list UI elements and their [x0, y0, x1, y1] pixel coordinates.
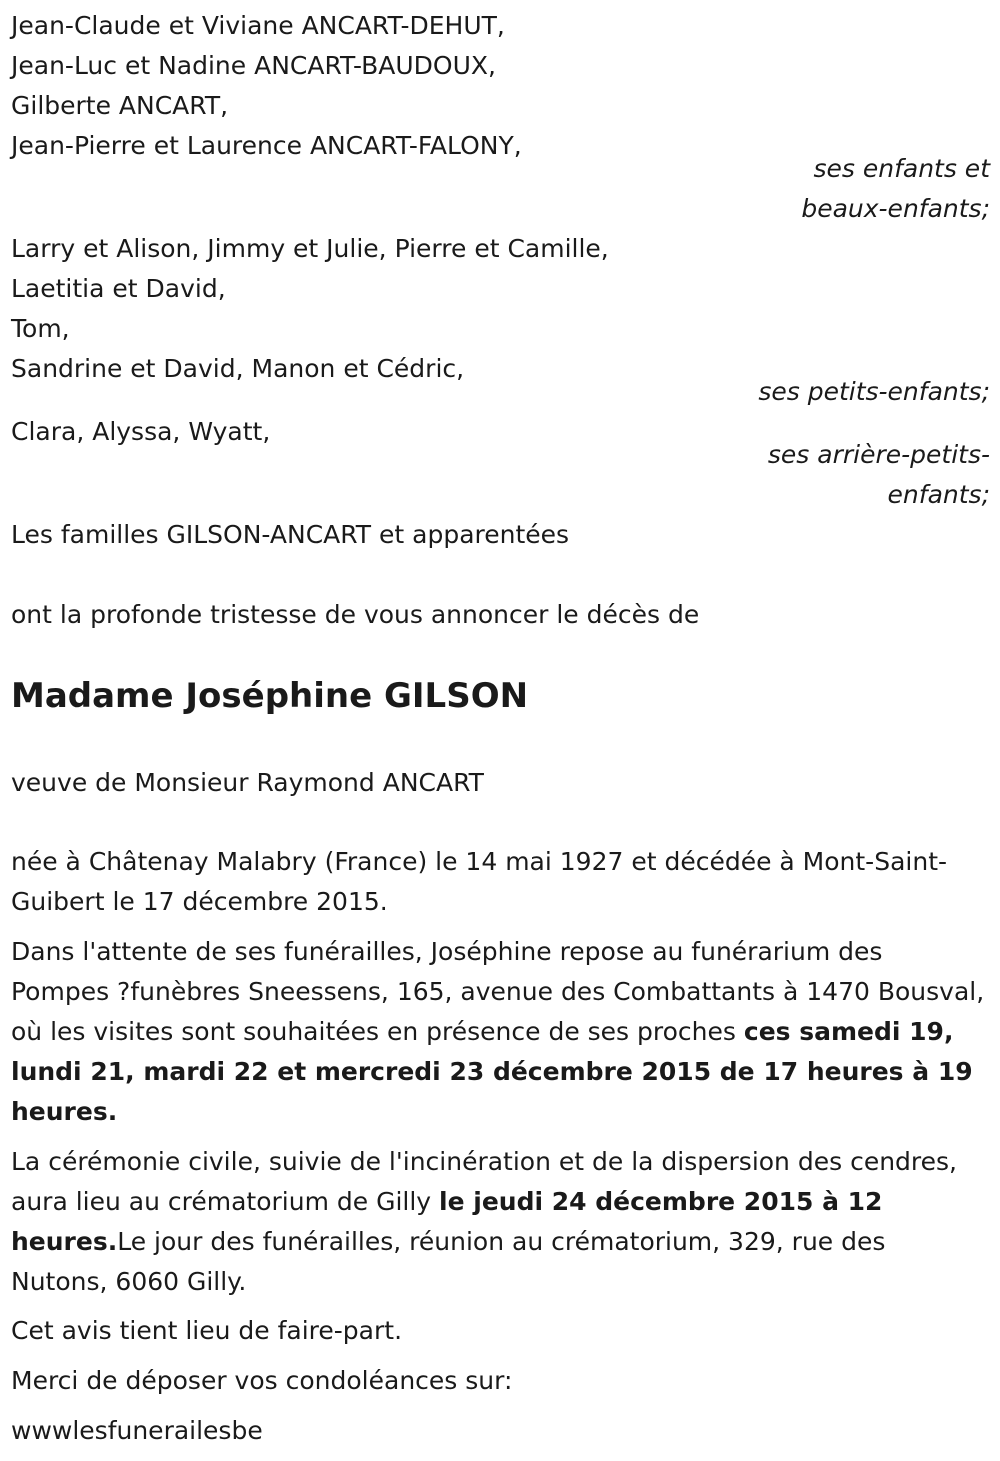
- ceremony-text: La cérémonie civile, suivie de l'incinération et de la dispersion des cendres, aura lieu au crématorium de Gilly: [11, 1147, 957, 1216]
- child-line: Gilberte ANCART,: [11, 91, 229, 120]
- grandchild-line: Tom,: [11, 314, 70, 343]
- ceremony-meeting: Le jour des funérailles, réunion au crématorium, 329, rue des Nutons, 6060 Gilly.: [11, 1227, 886, 1296]
- visitation-dates: ces samedi 19, lundi 21, mardi 22 et mercredi 23 décembre 2015 de 17 heures à 19 heures.: [11, 1017, 973, 1126]
- website-link[interactable]: wwwlesfunerailesbe: [11, 1416, 263, 1445]
- visitation-paragraph: [11, 932, 986, 1132]
- grandchild-line: Laetitia et David,: [11, 274, 226, 303]
- great-grandchildren-line: Clara, Alyssa, Wyatt,: [11, 417, 271, 446]
- ceremony-paragraph: [11, 1142, 986, 1302]
- child-line: Jean-Claude et Viviane ANCART-DEHUT,: [11, 11, 505, 40]
- child-line: Jean-Luc et Nadine ANCART-BAUDOUX,: [11, 51, 496, 80]
- grandchild-line: Larry et Alison, Jimmy et Julie, Pierre et Camille,: [11, 234, 609, 263]
- deceased-name: Madame Joséphine GILSON: [11, 676, 529, 716]
- ceremony-date: le jeudi 24 décembre 2015 à 12 heures.: [11, 1187, 883, 1256]
- great-grandchildren-role: enfants;: [887, 480, 990, 509]
- great-grandchildren-role: ses arrière-petits-: [767, 440, 990, 469]
- notice-line: Cet avis tient lieu de faire-part.: [11, 1316, 403, 1345]
- grandchild-line: Sandrine et David, Manon et Cédric,: [11, 354, 465, 383]
- birth-death: née à Châtenay Malabry (France) le 14 mai 1927 et décédée à Mont-Saint-Guibert le 17 décembre 2015.: [11, 847, 948, 916]
- child-line: Jean-Pierre et Laurence ANCART-FALONY,: [11, 131, 522, 160]
- visitation-text: Dans l'attente de ses funérailles, Joséphine repose au funérarium des Pompes ?funèbres Sneessens, 165, avenue des Combattants à 1470 Bousval, où les visites sont souhaitées en présence de ses proches: [11, 937, 985, 1046]
- announcement: ont la profonde tristesse de vous annoncer le décès de: [11, 600, 700, 629]
- widow-of: veuve de Monsieur Raymond ANCART: [11, 768, 484, 797]
- children-role: beaux-enfants;: [801, 194, 990, 223]
- grandchildren-role: ses petits-enfants;: [758, 377, 990, 406]
- families-line: Les familles GILSON-ANCART et apparentées: [11, 520, 570, 549]
- children-role: ses enfants et: [813, 154, 990, 183]
- condolences-prompt: Merci de déposer vos condoléances sur:: [11, 1366, 513, 1395]
